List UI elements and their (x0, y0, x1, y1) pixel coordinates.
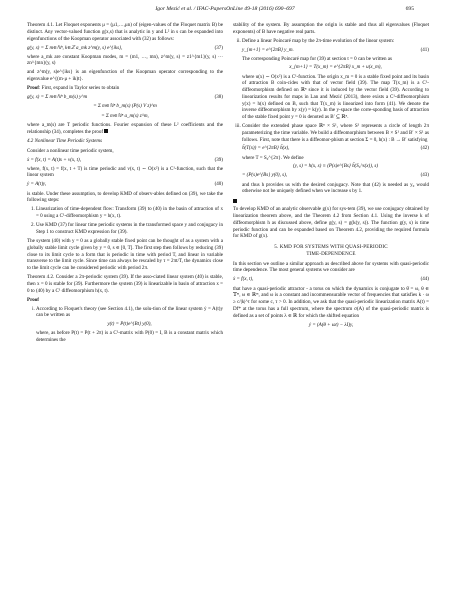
proof-list-continued (233, 38, 429, 195)
paragraph-quasi-periodic: that have a quasi-periodic attractor - a torus on which the dynamics is conjugate to θ̇ = ω, θ ∈ 𝕋ᵐ, ω ∈ ℝᵐ, and ω is a constant and incommensurable vector of frequencies that satisfies k · ω ≥ c/|k|^τ for some c, τ > 0. In addition, we ask that the quasi-periodic linearization matrix A(t) = Df* at the torus has a full spectrum, where the spectrum σ(A) of the quasi-periodic matrix is defined as a set of points λ ∈ ℝ for which the shifted equation (233, 285, 429, 319)
steps-list (27, 206, 223, 235)
qed-square-icon (233, 199, 237, 203)
proof-list (27, 306, 223, 344)
equation-shifted: ẏ = (A(θ + ωt) − λI)y, (308, 321, 354, 328)
equation-poincare: x_{m+1} = T(x_m) = e^{2πB} x_m + u(x_m), (289, 64, 382, 71)
list-item: ii. Define a linear Poincaré map by the 2π-time evolution of the linear system: y_{m+1} = e^{2πB} y_m. (41) The corresponding Poincaré map for (39) at section t = 0 can be written as x_{m+1} = T(x_m) = e^{2πB} x_m + u(x_m), where u(x) ∼ O(x²) is a C¹-function. The origin x_m = 0 is a stable fixed point and its basin of attraction B coin-cides with that of vector field (39). The map T(x_m) is a C¹-diffeomorphism defined on ℝⁿ since it is induced by the vector field (39). According to linearization results for maps in Lan and Mezić (2013), there exists a C¹-diffeomorphism y(x) = h(x) defined on B, such that T(x_m) is linearized into form (41). We denote the inverse diffeomorphism by x(y) = k(y). In the y-space the corre-sponding basis of attraction of the stable fixed point y = 0 is denoted as B′ ⊆ ℝⁿ. (242, 38, 429, 121)
section-5-heading: 5. KMD FOR SYSTEMS WITH QUASI-PERIODIC TIME-DEPENDENCE (274, 244, 388, 257)
equation-38-line3: = Σ m∈ℕⁿ a_m(s) z^m, (101, 112, 149, 119)
paragraph-proof-end: where a_m(s) are T periodic functions. Fourier expansion of these L² coefficients and the relationship (34), completes the proof (27, 121, 223, 135)
paragraph-eigenfunction: and z^m(y, s)e^{iks} is an eigenfunction of the Koopman operator corresponding to the eigenvalue e^{(m·μ + ik)t}. (27, 69, 223, 83)
equation-42: ĥ(T(x)) = e^{2πB} ĥ(x), (42) (242, 145, 429, 152)
list-item: 2. Use KMD (37) for linear time periodic systems in the transformed space y and conjugacy in Step 1 to construct KMD expression for (39). (36, 222, 223, 236)
theorem-4-2: Theorem 4.2. Consider a 2π-periodic system (39). If the asso-ciated linear system (40) is stable, then x = 0 is stable for (39). Furthermore the system (39) is linearizable in basin of attraction x = 0 to (40) by a C¹ diffeomorphism h(x, t). (27, 274, 223, 294)
left-column (27, 22, 223, 346)
qed-square-icon (104, 129, 108, 133)
section-4-2-heading: 4.2 Nonlinear Time Periodic Systems (27, 138, 102, 145)
equation-40: ẏ = A(t)y, (40) (27, 181, 223, 188)
right-column (233, 22, 429, 331)
equation-44: ẋ = f(x, t), (44) (233, 276, 429, 283)
paragraph-section-5-intro: In this section we outline a similar approach as described above for systems with quasi-periodic time dependence. The most general systems we consider are (233, 260, 429, 274)
equation-38-line2: = Σ m∈ℕⁿ b_m(s) (P(s) V z)^m (93, 103, 157, 110)
paragraph-limit-cycle: The system (40) with y = 0 as a globally stable fixed point can be thought of as a system with a globally stable limit cycle given by y = 0, s ∈ [0, T]. The first step then follows by reducing (39) close to its limit cycle to a form that is periodic in time with period T, and linear in variable transverse to the limit cycle. Since time can always be rescaled by τ = 2πt/T, the dynamics close to the limit cycle can be considered periodic with period 2π. (27, 238, 223, 272)
proof-heading: Proof (27, 296, 39, 303)
equation-37: g(y, s) = Σ m∈ℕⁿ, k∈ℤ a_mk z^m(y, s) e^{iks}, (37) (27, 44, 223, 51)
equation-41: y_{m+1} = e^{2πB} y_m. (41) (242, 46, 429, 53)
page-number: 695 (405, 6, 414, 12)
paragraph-consider: Consider a nonlinear time periodic system, (27, 147, 114, 154)
equation-solution: y(t) = P(t)e^{Bt} y(0), (107, 321, 152, 328)
list-item: 1. Linearization of time-dependent flow: Transform (39) to (40) in the basin of attraction of x = 0 using a C¹-diffeomorphism y = h(x, t). (36, 206, 223, 220)
paragraph-steps-intro: is stable. Under these assumption, to develop KMD of observ-ables defined on (39), we take the following steps: (27, 190, 223, 204)
equation-39: ẋ = f(x, t) = A(t)x + v(x, t), (39) (27, 156, 223, 163)
paragraph-koopman-modes: where a_mk are constant Koopman modes, m = (m1, …, mn), z^m(y, s) = z1^{m1}(y, s) ⋯ zn^{mn}(y, s) (27, 53, 223, 67)
proof-intro: Proof: First, expand in Taylor series to obtain (27, 85, 120, 92)
list-item: i. According to Floquet's theory (see Section 4.1), the solu-tion of the linear system ẏ = A(t)y can be written as y(t) = P(t)e^{Bt} y(0), where, as before P(t) = P(t + 2π) is a C¹-matrix with P(0) = I, B is a constant matrix which determines the (36, 306, 223, 344)
theorem-4-1: Theorem 4.1. Let Floquet exponents μ = (μ1,…,μn) of (eigen-values of the Floquet matrix B) be distinct. Any vector-valued function g(x,s) that is analytic in y and L² in s can be expanded into eigenfunctions of the Koopman operator associated with (32) as follows: (27, 22, 223, 42)
equation-43: = (P(s)e^{Bs} y(0), s), (43) (242, 172, 429, 179)
paragraph-develop-kmd: To develop KMD of an analytic observable g(x) for sys-tem (39), we use conjugacy obtained by linearization theorem above, and the Theorem 4.2 from Section 4.1. Using the inverse k of diffeomorphism h as discussed above, define g(y, s) = g(k(y, s)). The function g(y, s) is time periodic function and can be expanded based on Theorem 4.2, providing the required formula for KMD of g(x). (233, 206, 429, 240)
list-item: iii. Consider the extended phase space ℝⁿ × S¹, where S¹ represents a circle of length 2π parameterizing the time variable. We build a diffeomorphism between B × S¹ and B′ × S¹ as follows. First, note that there is a diffeomor-phism at section Σ = 0, h(x) : B → B′ satisfying ĥ(T(x)) = e^{2πB} ĥ(x), (42) where T = S₀^{2π}. We define (y, s) = h(x, s) ≡ (P(s)e^{Bs} ĥ(S₀^s(x)), s) = (P(s)e^{Bs} y(0), s), (43) and thus h provides us with the desired conjugacy. Note that (42) is needed as y₀ would otherwise not be uniquely defined when we increase s by 1. (242, 123, 429, 195)
paragraph-time-periodic: where, f(x, t) = f(x, t + T) is time periodic and v(x, t) ∼ O(x²) is a C¹-function, such that the linear system (27, 165, 223, 179)
journal-citation: Igor Mezić et al. / IFAC-PapersOnLine 49-18 (2016) 690–697 (155, 6, 295, 12)
equation-38: g(y, s) = Σ m∈ℕⁿ b_m(s) y^m (38) (27, 94, 223, 101)
paragraph-stability: stability of the system. By assumption the origin is stable and thus all eigenvalues (Floquet exponents) of B have negative real parts. (233, 22, 429, 35)
equation-43-line1: (y, s) = h(x, s) ≡ (P(s)e^{Bs} ĥ(S₀^s(x)), s) (292, 163, 379, 170)
